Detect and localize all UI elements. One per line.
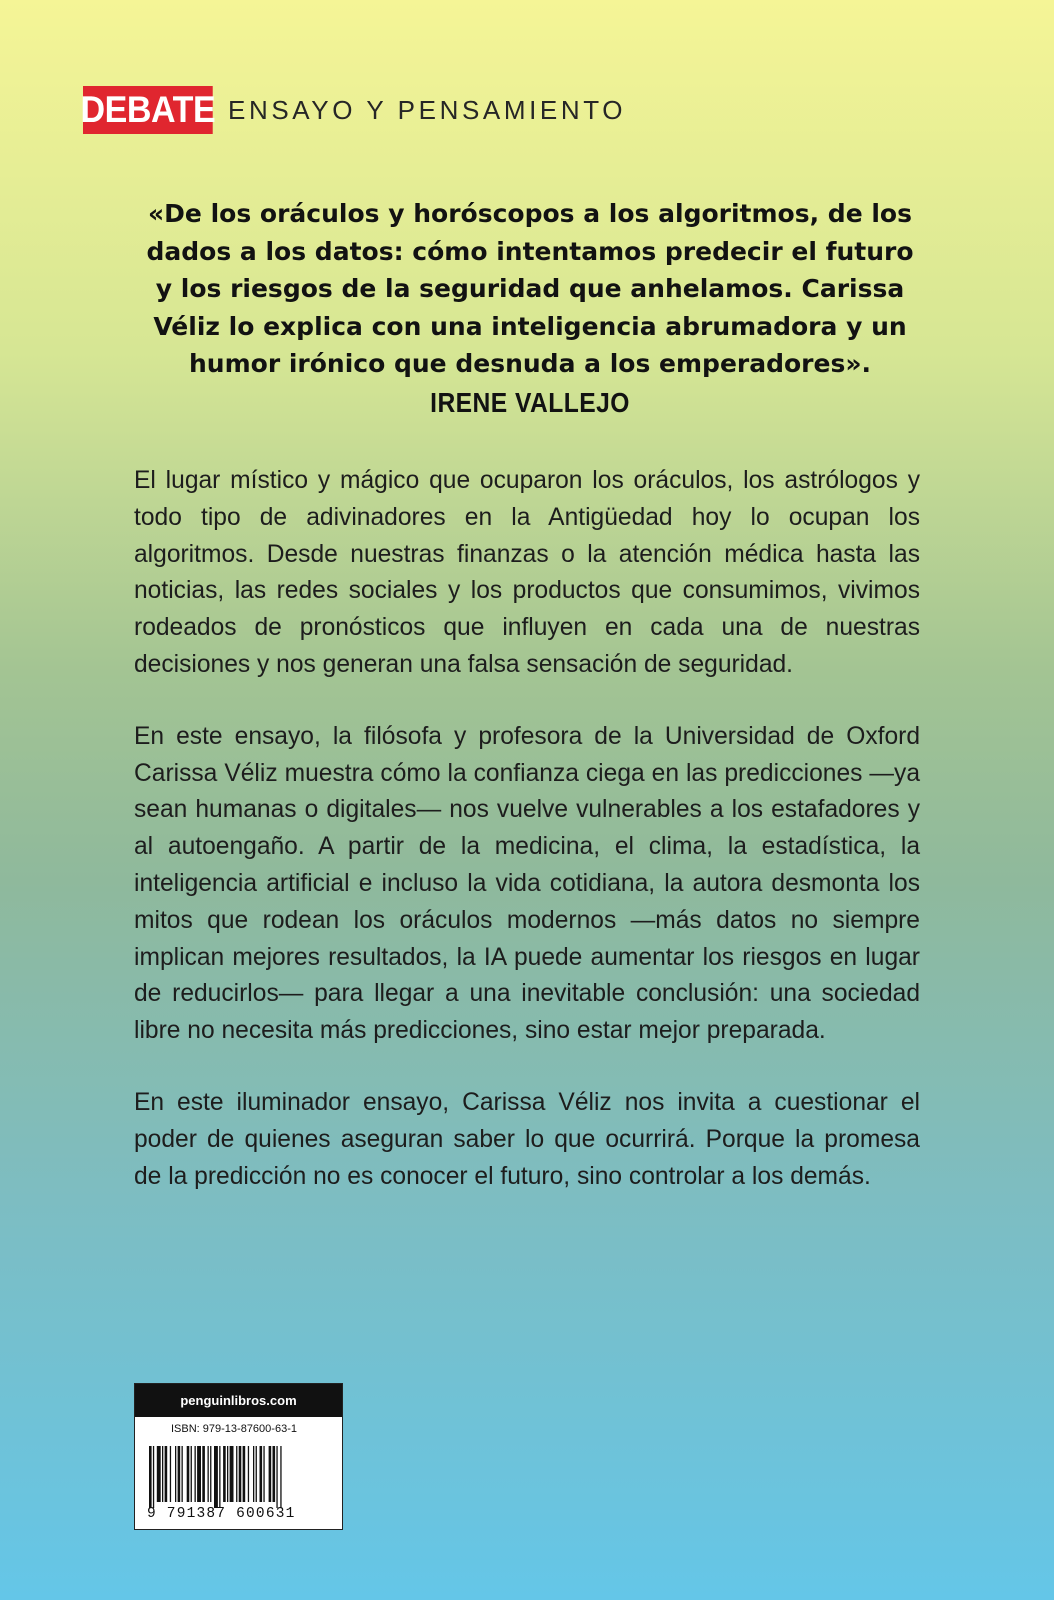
barcode-bar xyxy=(248,1446,249,1502)
synopsis xyxy=(134,463,920,1230)
barcode-bar xyxy=(236,1446,237,1502)
barcode-bar xyxy=(182,1446,183,1502)
collection-name: ENSAYO Y PENSAMIENTO xyxy=(228,94,627,125)
barcode-bar xyxy=(276,1446,277,1508)
barcode-box xyxy=(134,1383,343,1530)
publisher-header xyxy=(80,86,627,134)
synopsis-paragraph-2: En este ensayo, la filósofa y profesora de la Universidad de Oxford Carissa Véliz muestra cómo la confianza ciega en las predicciones —ya sean humanas o digitales— nos vuelve vulnerables a los estafadores y al autoengaño. A partir de la medicina, el clima, la estadística, la inteligencia artificial e incluso la vida cotidiana, la autora desmonta los mitos que rodean los oráculos modernos —más datos no siempre implican mejores resultados, la IA puede aumentar los riesgos en lugar de reducirlos— para llegar a una inevitable conclusión: una sociedad libre no necesita más predicciones, sino estar mejor preparada. xyxy=(134,722,920,1045)
debate-logo: DEBATE xyxy=(83,86,213,134)
barcode-bar xyxy=(253,1446,254,1502)
barcode-bar xyxy=(239,1446,242,1502)
barcode-bar xyxy=(162,1446,163,1502)
barcode-bar xyxy=(260,1446,263,1502)
barcode-bar xyxy=(187,1446,190,1502)
barcode-bar xyxy=(280,1446,281,1508)
barcode-bar xyxy=(202,1446,205,1502)
barcode-bar xyxy=(157,1446,161,1502)
barcode-bar xyxy=(208,1446,209,1502)
synopsis-paragraph-3: En este iluminador ensayo, Carissa Véliz nos invita a cuestionar el poder de quienes aseguran saber lo que ocurrirá. Porque la promesa de la predicción no es conocer el futuro, sino controlar a los demás. xyxy=(134,1088,920,1190)
barcode-bar xyxy=(219,1446,220,1508)
synopsis-paragraph-1: El lugar místico y mágico que ocuparon los oráculos, los astrólogos y todo tipo de adivinadores en la Antigüedad hoy lo ocupan los algoritmos. Desde nuestras finanzas o la atención médica hasta las noticias, las redes sociales y los productos que consumimos, vivimos rodeados de pronósticos que influyen en cada una de nuestras decisiones y nos generan una falsa sensación de seguridad. xyxy=(134,467,920,678)
quote-text: «De los oráculos y horóscopos a los algoritmos, de los dados a los datos: cómo intentamos predecir el futuro y los riesgos de la seguridad que anhelamos. Carissa Véliz lo explica con una inteligencia abrumadora y un humor irónico que desnuda a los emperadores». xyxy=(146,199,914,378)
barcode-bar xyxy=(178,1446,181,1502)
quote-author: IRENE VALLEJO xyxy=(430,386,630,418)
barcode-bar xyxy=(243,1446,246,1502)
barcode-bar xyxy=(175,1446,176,1502)
barcode-bar xyxy=(170,1446,171,1502)
barcode-bar xyxy=(230,1446,234,1502)
barcode-bar xyxy=(256,1446,257,1502)
barcode-bar xyxy=(153,1446,154,1508)
barcode-bar xyxy=(191,1446,192,1502)
barcode-bar xyxy=(269,1446,272,1502)
barcode-bar xyxy=(195,1446,196,1502)
blurb-quote xyxy=(140,195,920,419)
barcode-bar xyxy=(263,1446,264,1502)
barcode-digits: 9 791387 600631 xyxy=(147,1506,296,1522)
barcode-bar xyxy=(197,1446,201,1502)
barcode-bar xyxy=(214,1446,218,1508)
barcode-bars xyxy=(145,1446,331,1508)
barcode-bar xyxy=(227,1446,228,1502)
isbn-label: ISBN: 979-13-87600-63-1 xyxy=(171,1423,297,1435)
website-label: penguinlibros.com xyxy=(135,1384,342,1417)
barcode-bar xyxy=(223,1446,226,1502)
barcode-bar xyxy=(210,1446,211,1502)
barcode-bar xyxy=(165,1446,168,1502)
barcode-bar xyxy=(149,1446,152,1508)
barcode-bar xyxy=(273,1446,276,1502)
